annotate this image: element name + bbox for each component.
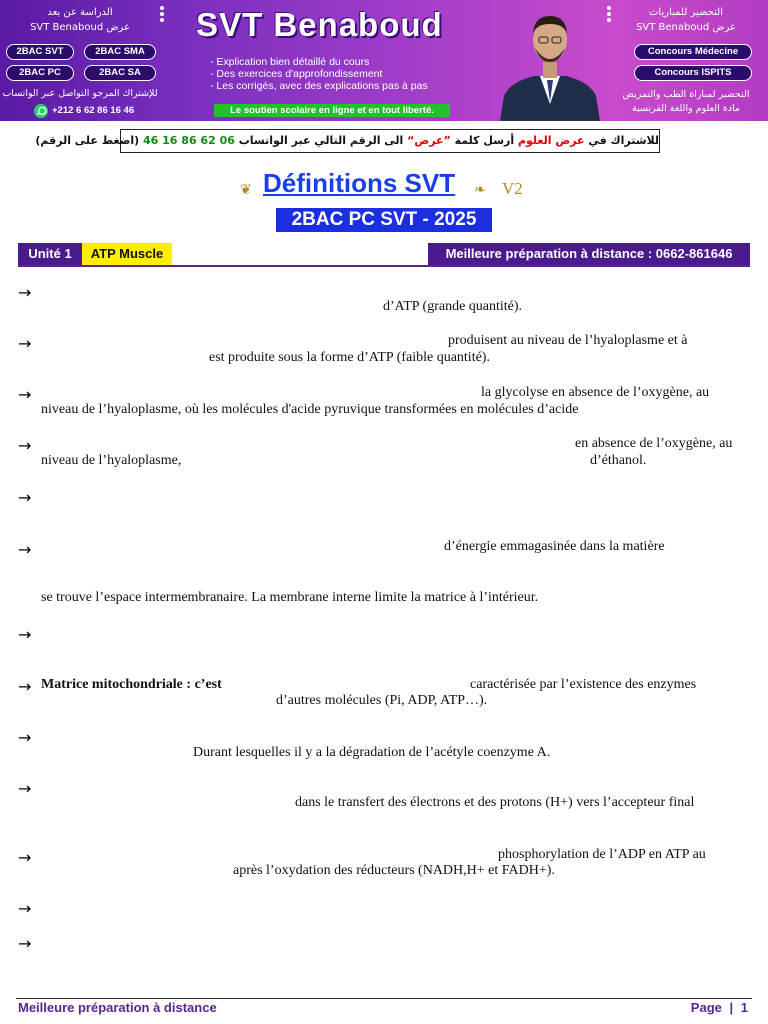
version-label: V2 — [502, 179, 523, 198]
arrow-bullet: → — [18, 488, 32, 507]
pill-2bac-sa[interactable]: 2BAC SA — [84, 65, 156, 81]
definition-text: d’éthanol. — [590, 453, 647, 468]
definition-text: produisent au niveau de l’hyaloplasme et à — [448, 333, 688, 348]
pill-2bac-svt[interactable]: 2BAC SVT — [6, 44, 74, 60]
subscription-notice — [35, 129, 660, 153]
arrow-bullet: → — [18, 334, 32, 353]
page-subtitle: 2BAC PC SVT - 2025 — [276, 208, 492, 232]
sub-phone-link[interactable]: 46 16 86 62 06 — [143, 134, 235, 147]
definition-text: d’ATP (grande quantité). — [383, 299, 523, 314]
page-label: Page — [690, 1000, 722, 1015]
sub-part: (اضغط على الرقم) — [35, 134, 144, 147]
definition-text: d’autres molécules (Pi, ADP, ATP…). — [276, 693, 488, 708]
definition-text: niveau de l’hyaloplasme, — [41, 453, 182, 468]
banner-right-column — [604, 0, 768, 121]
definition-text: la glycolyse en absence de l’oxygène, au — [481, 385, 710, 400]
remote-study-text: الدراسة عن بعد — [47, 7, 113, 18]
arrow-bullet: → — [18, 728, 32, 747]
definition-text: est produite sous la forme d’ATP (faible quantité). — [209, 350, 490, 365]
pill-concours-ispits[interactable]: Concours ISPITS — [634, 65, 752, 81]
sub-part: أرسل كلمة — [450, 134, 518, 147]
definition-text: niveau de l’hyaloplasme, où les molécules d'acide pyruvique transformées en molécules d’acide — [41, 402, 579, 417]
page-separator: | — [729, 1000, 734, 1015]
definition-text: caractérisée par l’existence des enzymes — [470, 677, 697, 692]
contest-prep-text: التحضير للمباريات — [649, 7, 723, 18]
arrow-bullet: → — [18, 779, 32, 798]
unit-contact: Meilleure préparation à distance : 0662-861646 — [428, 243, 750, 265]
arrow-bullet: → — [18, 436, 32, 455]
arrow-bullet: → — [18, 899, 32, 918]
arrow-bullet: → — [18, 677, 32, 696]
online-support-banner: Le soutien scolaire en ligne et en tout liberté. — [214, 104, 450, 117]
definition-text: se trouve l’espace intermembranaire. La membrane interne limite la matrice à l’intérieur. — [41, 590, 539, 605]
page-title: Définitions SVT — [263, 168, 456, 198]
definition-text: phosphorylation de l’ADP en ATP au — [498, 847, 706, 862]
header-banner — [0, 0, 768, 121]
page-number: 1 — [740, 1000, 748, 1015]
definition-text: dans le transfert des électrons et des protons (H+) vers l’accepteur final — [295, 795, 695, 810]
subjects-text: مادة العلوم واللغة الفرنسية — [632, 103, 740, 114]
unit-label: Unité 1 — [18, 243, 82, 265]
teacher-photo — [490, 4, 610, 121]
whatsapp-icon[interactable] — [34, 104, 48, 118]
ornament-left: ❦ — [240, 183, 252, 198]
definition-text: en absence de l’oxygène, au — [575, 436, 733, 451]
feature-item: - Explication bien détaillé du cours — [210, 56, 370, 68]
feature-item: - Des exercices d'approfondissement — [210, 68, 383, 80]
offer-text: عرض SVT Benaboud — [30, 22, 130, 33]
definition-text: Durant lesquelles il y a la dégradation de l’acétyle coenzyme A. — [193, 745, 551, 760]
definition-term: Matrice mitochondriale : c’est — [41, 677, 222, 692]
brand-title: SVT Benaboud — [196, 6, 443, 43]
sub-part: للاشتراك في — [584, 134, 659, 147]
arrow-bullet: → — [18, 540, 32, 559]
feature-item: - Les corrigés, avec des explications pas à pas — [210, 80, 428, 92]
medical-prep-text: التحضير لمباراة الطب والتمريض — [622, 89, 750, 100]
arrow-bullet: → — [18, 934, 32, 953]
footer-tagline: Meilleure préparation à distance — [18, 1000, 217, 1015]
definition-text: d’énergie emmagasinée dans la matière — [444, 539, 665, 554]
arrow-bullet: → — [18, 625, 32, 644]
sub-offer: عرض العلوم — [517, 134, 585, 147]
definition-text: après l’oxydation des réducteurs (NADH,H+ et FADH+). — [233, 863, 555, 878]
banner-left-column — [0, 0, 160, 121]
arrow-bullet: → — [18, 283, 32, 302]
unit-topic: ATP Muscle — [82, 243, 172, 265]
whatsapp-contact-text: للإشتراك المرجو التواصل عبر الواتساب — [2, 88, 158, 99]
pill-2bac-sma[interactable]: 2BAC SMA — [84, 44, 156, 60]
pill-concours-medecine[interactable]: Concours Médecine — [634, 44, 752, 60]
arrow-bullet: → — [18, 848, 32, 867]
sub-part: الى الرقم التالي عبر الواتساب — [234, 134, 408, 147]
pill-2bac-pc[interactable]: 2BAC PC — [6, 65, 74, 81]
offer-text-right: عرض SVT Benaboud — [636, 22, 736, 33]
sub-keyword: ”عرض“ — [407, 134, 451, 147]
page-indicator — [691, 1000, 748, 1015]
dots-decoration-left — [160, 6, 164, 24]
footer-divider — [16, 998, 752, 999]
phone-number[interactable]: +212 6 62 86 16 46 — [52, 105, 135, 116]
feature-list — [210, 56, 428, 92]
arrow-bullet: → — [18, 385, 32, 404]
unit-bar — [18, 243, 750, 267]
ornament-right: ❧ — [474, 183, 486, 198]
